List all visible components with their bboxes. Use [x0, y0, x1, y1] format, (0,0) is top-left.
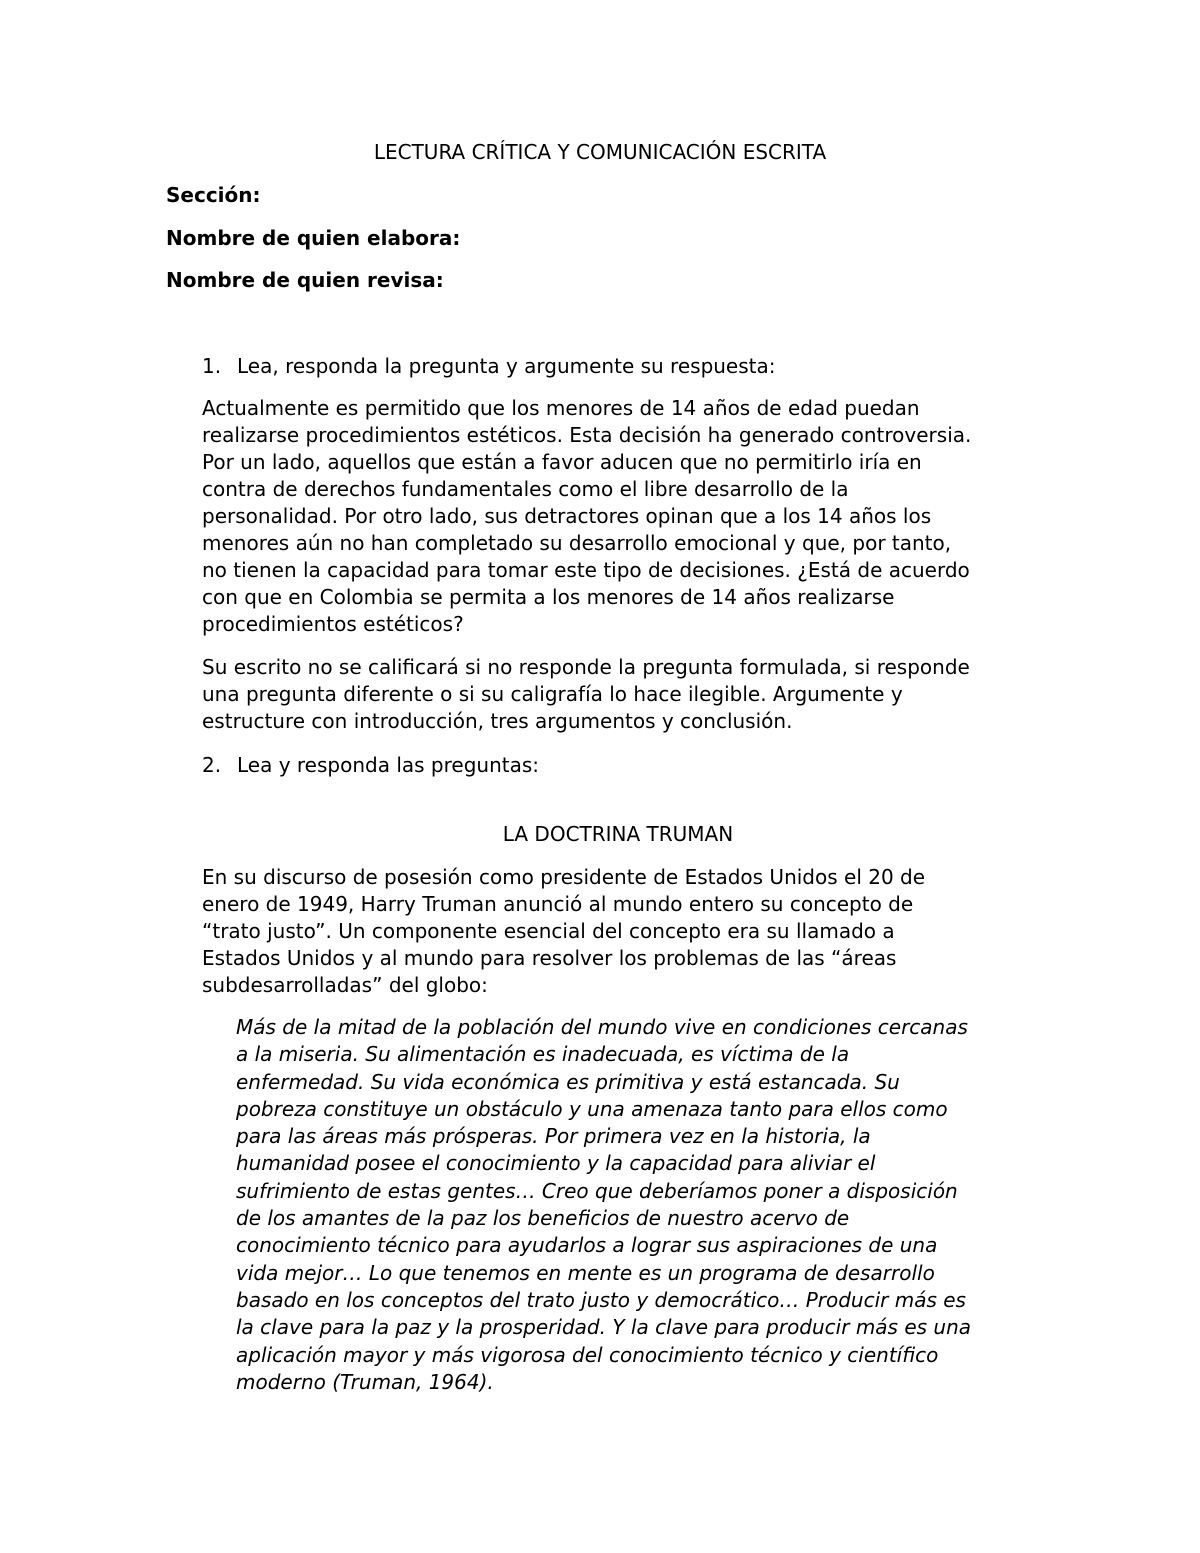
question-1-paragraph: Actualmente es permitido que los menores de 14 años de edad puedan realizarse procedimientos estéticos. Esta decisión ha generado controversia. Por un lado, aquellos que están a favor aducen que no permitirlo iría en contra de derechos fundamentales como el libre desarrollo de la personalidad. Por otro lado, sus detractores opinan que a los 14 años los menores aún no han completado su desarrollo emocional y que, por tanto, no tienen la capacidad para tomar este tipo de decisiones. ¿Está de acuerdo con que en Colombia se permita a los menores de 14 años realizarse procedimientos estéticos?: [202, 396, 972, 636]
reading-intro: En su discurso de posesión como presidente de Estados Unidos el 20 de enero de 1949, Harry Truman anunció al mundo entero su concepto de “trato justo”. Un componente esencial del concepto era su llamado a Estados Unidos y al mundo para resolver los problemas de las “áreas subdesarrolladas” del globo:: [202, 865, 926, 997]
question-1-instructions: Su escrito no se calificará si no responde la pregunta formulada, si responde una pregunta diferente o si su caligrafía lo hace ilegible. Argumente y estructure con introducción, tres argumentos y conclusión.: [202, 655, 970, 733]
question-2-prompt: Lea y responda las preguntas:: [237, 753, 540, 777]
question-2-number: 2.: [202, 753, 222, 777]
reading-title: LA DOCTRINA TRUMAN: [502, 822, 734, 846]
document-title: LECTURA CRÍTICA Y COMUNICACIÓN ESCRITA: [373, 140, 827, 164]
section-field-label: Sección:: [166, 183, 261, 207]
question-1-number: 1.: [202, 354, 222, 378]
truman-quote: Más de la mitad de la población del mundo vive en condiciones cercanas a la miseria. Su alimentación es inadecuada, es víctima de la enfermedad. Su vida económica es primitiva y está estancada. Su pobreza constituye un obstáculo y una amenaza tanto para ellos como para las áreas más prósperas. Por primera vez en la historia, la humanidad posee el conocimiento y la capacidad para aliviar el sufrimiento de estas gentes… Creo que deberíamos poner a disposición de los amantes de la paz los beneficios de nuestro acervo de conocimiento técnico para ayudarlos a lograr sus aspiraciones de una vida mejor… Lo que tenemos en mente es un programa de desarrollo basado en los conceptos del trato justo y democrático… Producir más es la clave para la paz y la prosperidad. Y la clave para producir más es una aplicación mayor y más vigorosa del conocimiento técnico y científico moderno (Truman, 1964).: [236, 1015, 972, 1394]
author-field-label: Nombre de quien elabora:: [166, 226, 461, 250]
reviewer-field-label: Nombre de quien revisa:: [166, 268, 444, 292]
question-1-prompt: Lea, responda la pregunta y argumente su respuesta:: [237, 354, 776, 378]
question-1-heading: [202, 353, 1002, 380]
question-2-heading: [202, 752, 1002, 779]
